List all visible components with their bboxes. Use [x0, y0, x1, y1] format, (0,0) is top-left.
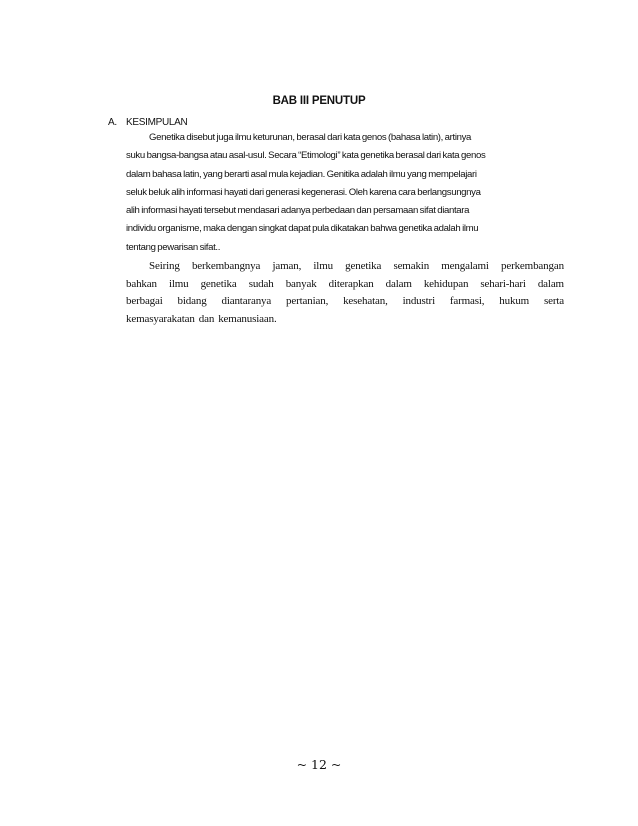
paragraph-line: seluk beluk alih informasi hayati dari generasi kegenerasi. Oleh karena cara berlangsungnya	[126, 186, 481, 198]
paragraph-line	[126, 311, 564, 329]
word: Seiring	[149, 260, 180, 272]
paragraph-line: alih informasi hayati tersebut mendasari adanya perbedaan dan persamaan sifat diantara	[126, 205, 470, 217]
paragraph-line	[126, 276, 564, 294]
word: kemasyarakatan	[126, 312, 195, 325]
word: perkembangan	[500, 260, 564, 272]
word: mengalami	[441, 260, 489, 272]
page-number: ~ 12 ~	[296, 757, 342, 772]
word: dalam	[385, 277, 412, 290]
word: hukum	[499, 295, 530, 307]
word: bidang	[177, 295, 207, 307]
word: kesehatan,	[343, 295, 388, 307]
word: ilmu	[313, 260, 333, 272]
word: jaman,	[272, 260, 302, 272]
chapter-title: BAB III PENUTUP	[272, 95, 366, 107]
word: dan	[198, 312, 215, 325]
paragraph-line: suku bangsa-bangsa atau asal-usul. Secara “Etimologi” kata genetika berasal dari kata genos	[126, 150, 486, 162]
section-heading-text: KESIMPULAN	[126, 117, 188, 128]
paragraph-line: dalam bahasa latin, yang berarti asal mula kejadian. Genitika adalah ilmu yang mempelajari	[126, 168, 477, 180]
word: diantaranya	[221, 295, 272, 307]
word: semakin	[393, 260, 430, 272]
word: diterapkan	[328, 277, 374, 290]
word: sudah	[248, 277, 274, 290]
word: pertanian,	[286, 295, 329, 307]
word: farmasi,	[449, 295, 485, 307]
word: sehari-hari	[480, 277, 526, 290]
word: bahkan	[126, 277, 157, 290]
word: genetika	[200, 277, 237, 290]
paragraph-line: individu organisme, maka dengan singkat dapat pula dikatakan bahwa genetika adalah ilmu	[126, 223, 479, 235]
section-letter: A.	[108, 117, 117, 128]
word: kemanusiaan.	[218, 312, 277, 325]
paragraph-genetika-definition	[126, 129, 566, 257]
word: dalam	[537, 277, 564, 290]
paragraph-line: Genetika disebut juga ilmu keturunan, berasal dari kata genos (bahasa latin), artinya	[149, 132, 472, 143]
paragraph-genetika-development	[126, 258, 564, 328]
word: genetika	[345, 260, 382, 272]
paragraph-line: tentang pewarisan sifat..	[126, 241, 221, 253]
paragraph-line	[126, 258, 564, 276]
word: industri	[402, 295, 435, 307]
word: kehidupan	[423, 277, 469, 290]
word: serta	[543, 295, 564, 307]
word: berbagai	[126, 295, 163, 307]
paragraph-line	[126, 293, 564, 311]
word: ilmu	[168, 277, 189, 290]
section-heading	[108, 117, 187, 128]
word: banyak	[285, 277, 317, 290]
word: berkembangnya	[191, 260, 261, 272]
